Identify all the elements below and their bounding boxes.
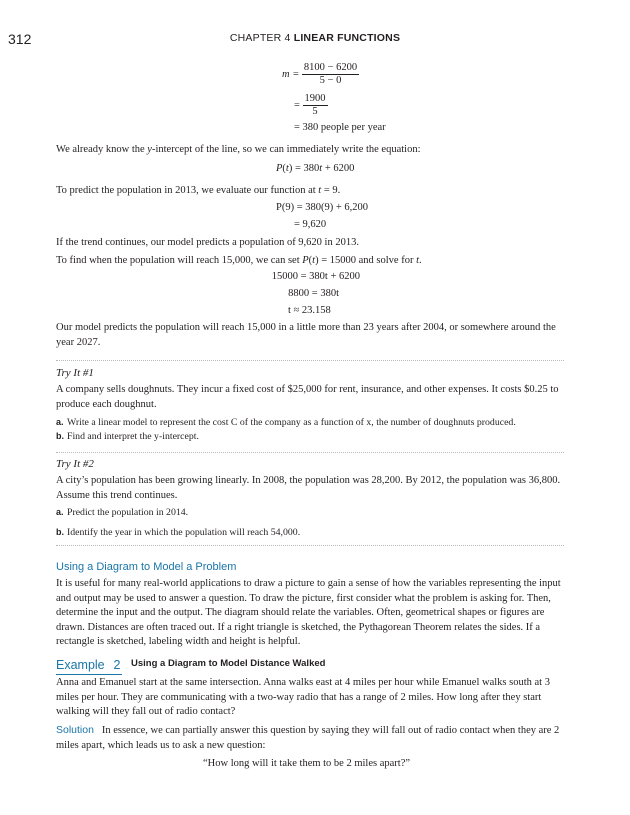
slope-fraction-1 [302,62,359,87]
chapter-title: LINEAR FUNCTIONS [293,32,401,44]
solution-label: Solution [56,724,94,736]
fraction-denominator: 5 − 0 [319,75,342,86]
example-solution: Solution In essence, we can partially answer this question by saying they will fall out of radio contact when they are 2 miles apart, which leads us to ask a new question: [56,724,560,751]
try-it-2-part-a: a. Predict the population in 2014. [56,507,189,518]
try-it-1-part-b: b. Find and interpret the y-intercept. [56,431,199,442]
divider [56,360,564,361]
divider [56,545,564,546]
section-heading: Using a Diagram to Model a Problem [56,561,237,573]
try-it-1-part-a: a. Write a linear model to represent the cost C of the company as a function of x, the number of doughnuts produced. [56,417,516,428]
paragraph-conclusion: Our model predicts the population will reach 15,000 in a little more than 23 years after 2004, or somewhere around the year 2027. [56,322,556,348]
try-it-2-part-b: b. Identify the year in which the population will reach 54,000. [56,527,301,538]
equals-sign: = [294,99,300,111]
slope-equation-line1 [282,62,359,87]
slope-lhs: m = [282,68,300,80]
solve-line3: t ≈ 23.158 [288,305,331,316]
evaluate-line1: P(9) = 380(9) + 6,200 [276,202,369,213]
running-header [0,32,630,44]
try-it-1-title: Try It #1 [56,367,94,379]
slope-equation-line3: = 380 people per year [294,122,386,133]
try-it-1-text: A company sells doughnuts. They incur a fixed cost of $25,000 for rent, insurance, and other expenses. It costs $0.25 to produce each doughnut. [56,384,559,410]
evaluate-line2: = 9,620 [294,219,327,230]
paragraph-intercept: We already know the y-intercept of the line, so we can immediately write the equation: [56,144,421,155]
paragraph-trend: If the trend continues, our model predicts a population of 9,620 in 2013. [56,237,359,248]
paragraph-predict-2013: To predict the population in 2013, we evaluate our function at t = 9. [56,185,341,196]
try-it-2-text: A city’s population has been growing linearly. In 2008, the population was 28,200. By 2012, the population was 36,800. Assume this trend continues. [56,475,561,501]
try-it-2-title: Try It #2 [56,458,94,470]
slope-equation-line2 [294,93,328,118]
divider [56,452,564,453]
fraction-denominator: 5 [312,106,318,117]
fraction-numerator: 1900 [304,93,326,104]
example-label: Example 2 [56,656,122,675]
fraction-numerator: 8100 − 6200 [303,62,358,73]
solve-line2: 8800 = 380t [288,288,339,299]
example-title: Using a Diagram to Model Distance Walked [131,658,326,669]
population-equation: P(t) = 380t + 6200 [276,163,355,174]
paragraph-solve-setup: To find when the population will reach 15,000, we can set P(t) = 15000 and solve for t. [56,255,422,266]
section-body: It is useful for many real-world applications to draw a picture to gain a sense of how the variables representing the input and output may be used to answer a question. To draw the picture, first consider what the problem is asking for. Then, determine the input and the output. The diagram should relate the variables. Often, geometrical shapes or figures are drawn. Distances are often traced out. If a right triangle is sketched, the Pythagorean Theorem relates the sides. If a rectangle is sketched, labeling width and height is helpful. [56,578,561,647]
chapter-label: CHAPTER 4 [229,32,291,44]
page-number: 312 [8,31,32,47]
example-problem: Anna and Emanuel start at the same intersection. Anna walks east at 4 miles per hour while Emanuel walks south at 3 miles per hour. They are communicating with a two-way radio that has a range of 2 miles. How long after they start walking will they fall out of radio contact? [56,677,550,717]
solve-line1: 15000 = 380t + 6200 [271,271,360,282]
example-question-quote: “How long will it take them to be 2 miles apart?” [203,758,411,769]
slope-fraction-2 [303,93,328,118]
